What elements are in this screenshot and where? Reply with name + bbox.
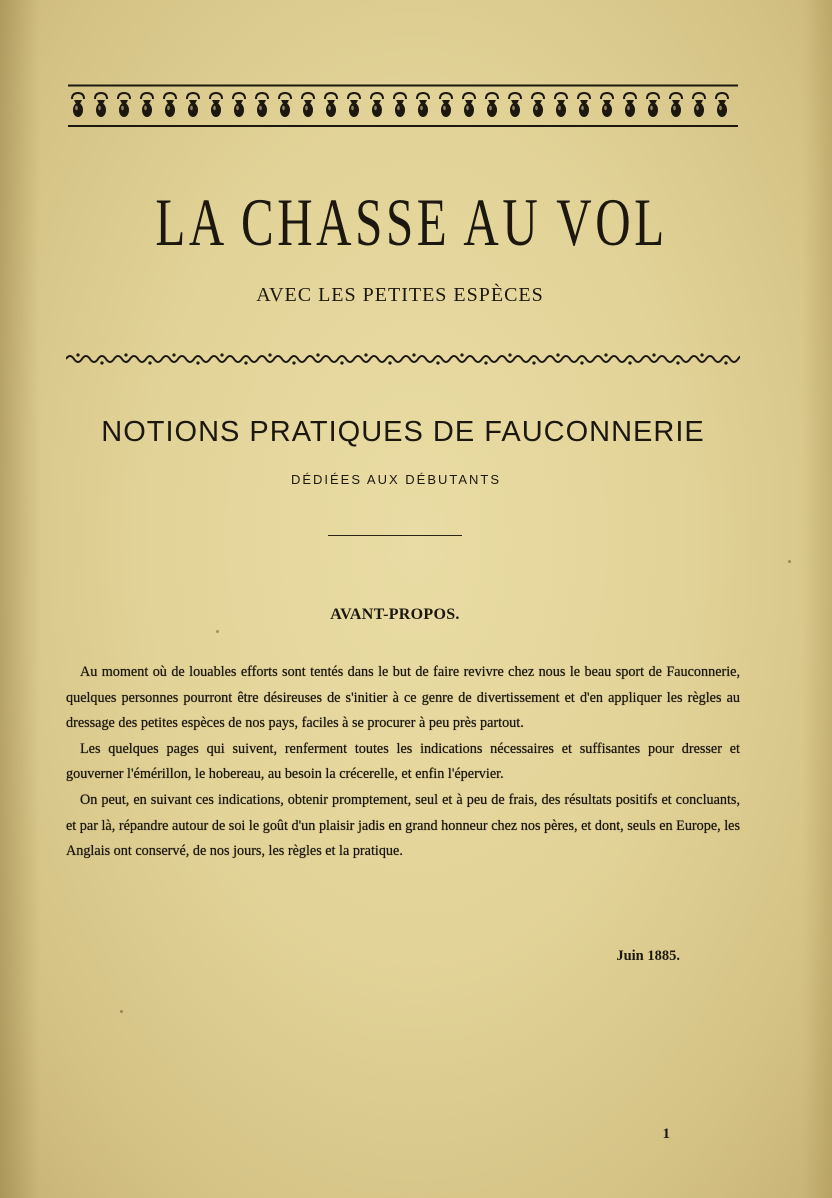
paper-speck <box>788 560 791 563</box>
section-subtitle: DÉDIÉES AUX DÉBUTANTS <box>290 472 502 487</box>
paragraph: On peut, en suivant ces indications, obtenir promptement, seul et à peu de frais, des résultats positifs et concluants, et par là, répandre autour de soi le goût d'un plaisir jadis en grand honneur chez nos pères, et dont, seuls en Europe, les Anglais ont conservé, de nos jours, les règles et la pratique. <box>66 791 740 860</box>
preface-date: Juin 1885. <box>616 948 680 964</box>
section-title: NOTIONS PRATIQUES DE FAUCONNERIE <box>101 416 705 448</box>
edge-shadow <box>802 0 832 1198</box>
preface-body <box>66 660 740 865</box>
paragraph: Les quelques pages qui suivent, renferment toutes les indications nécessaires et suffisantes pour dresser et gouverner l'émérillon, le hobereau, au besoin la crécerelle, et enfin l'épervier. <box>66 740 740 783</box>
book-subtitle: AVEC LES PETITES ESPÈCES <box>256 284 544 306</box>
preface-heading: AVANT-PROPOS. <box>330 606 460 623</box>
paragraph: Au moment où de louables efforts sont tentés dans le but de faire revivre chez nous le beau sport de Fauconnerie, quelques personnes pourront être désireuses de s'initier à ce genre de divertissement et d'en appliquer les règles au dressage des petites espèces de nos pays, faciles à se procurer à peu près partout. <box>66 664 740 732</box>
horizontal-rule <box>328 535 462 536</box>
book-title: LA CHASSE AU VOL <box>155 184 668 260</box>
ornamental-divider-icon <box>66 352 740 366</box>
binding-shadow <box>0 0 40 1198</box>
ornamental-border-icon <box>68 84 738 128</box>
page-number: 1 <box>662 1126 670 1142</box>
paper-speck <box>216 630 219 633</box>
paper-speck <box>120 1010 123 1013</box>
